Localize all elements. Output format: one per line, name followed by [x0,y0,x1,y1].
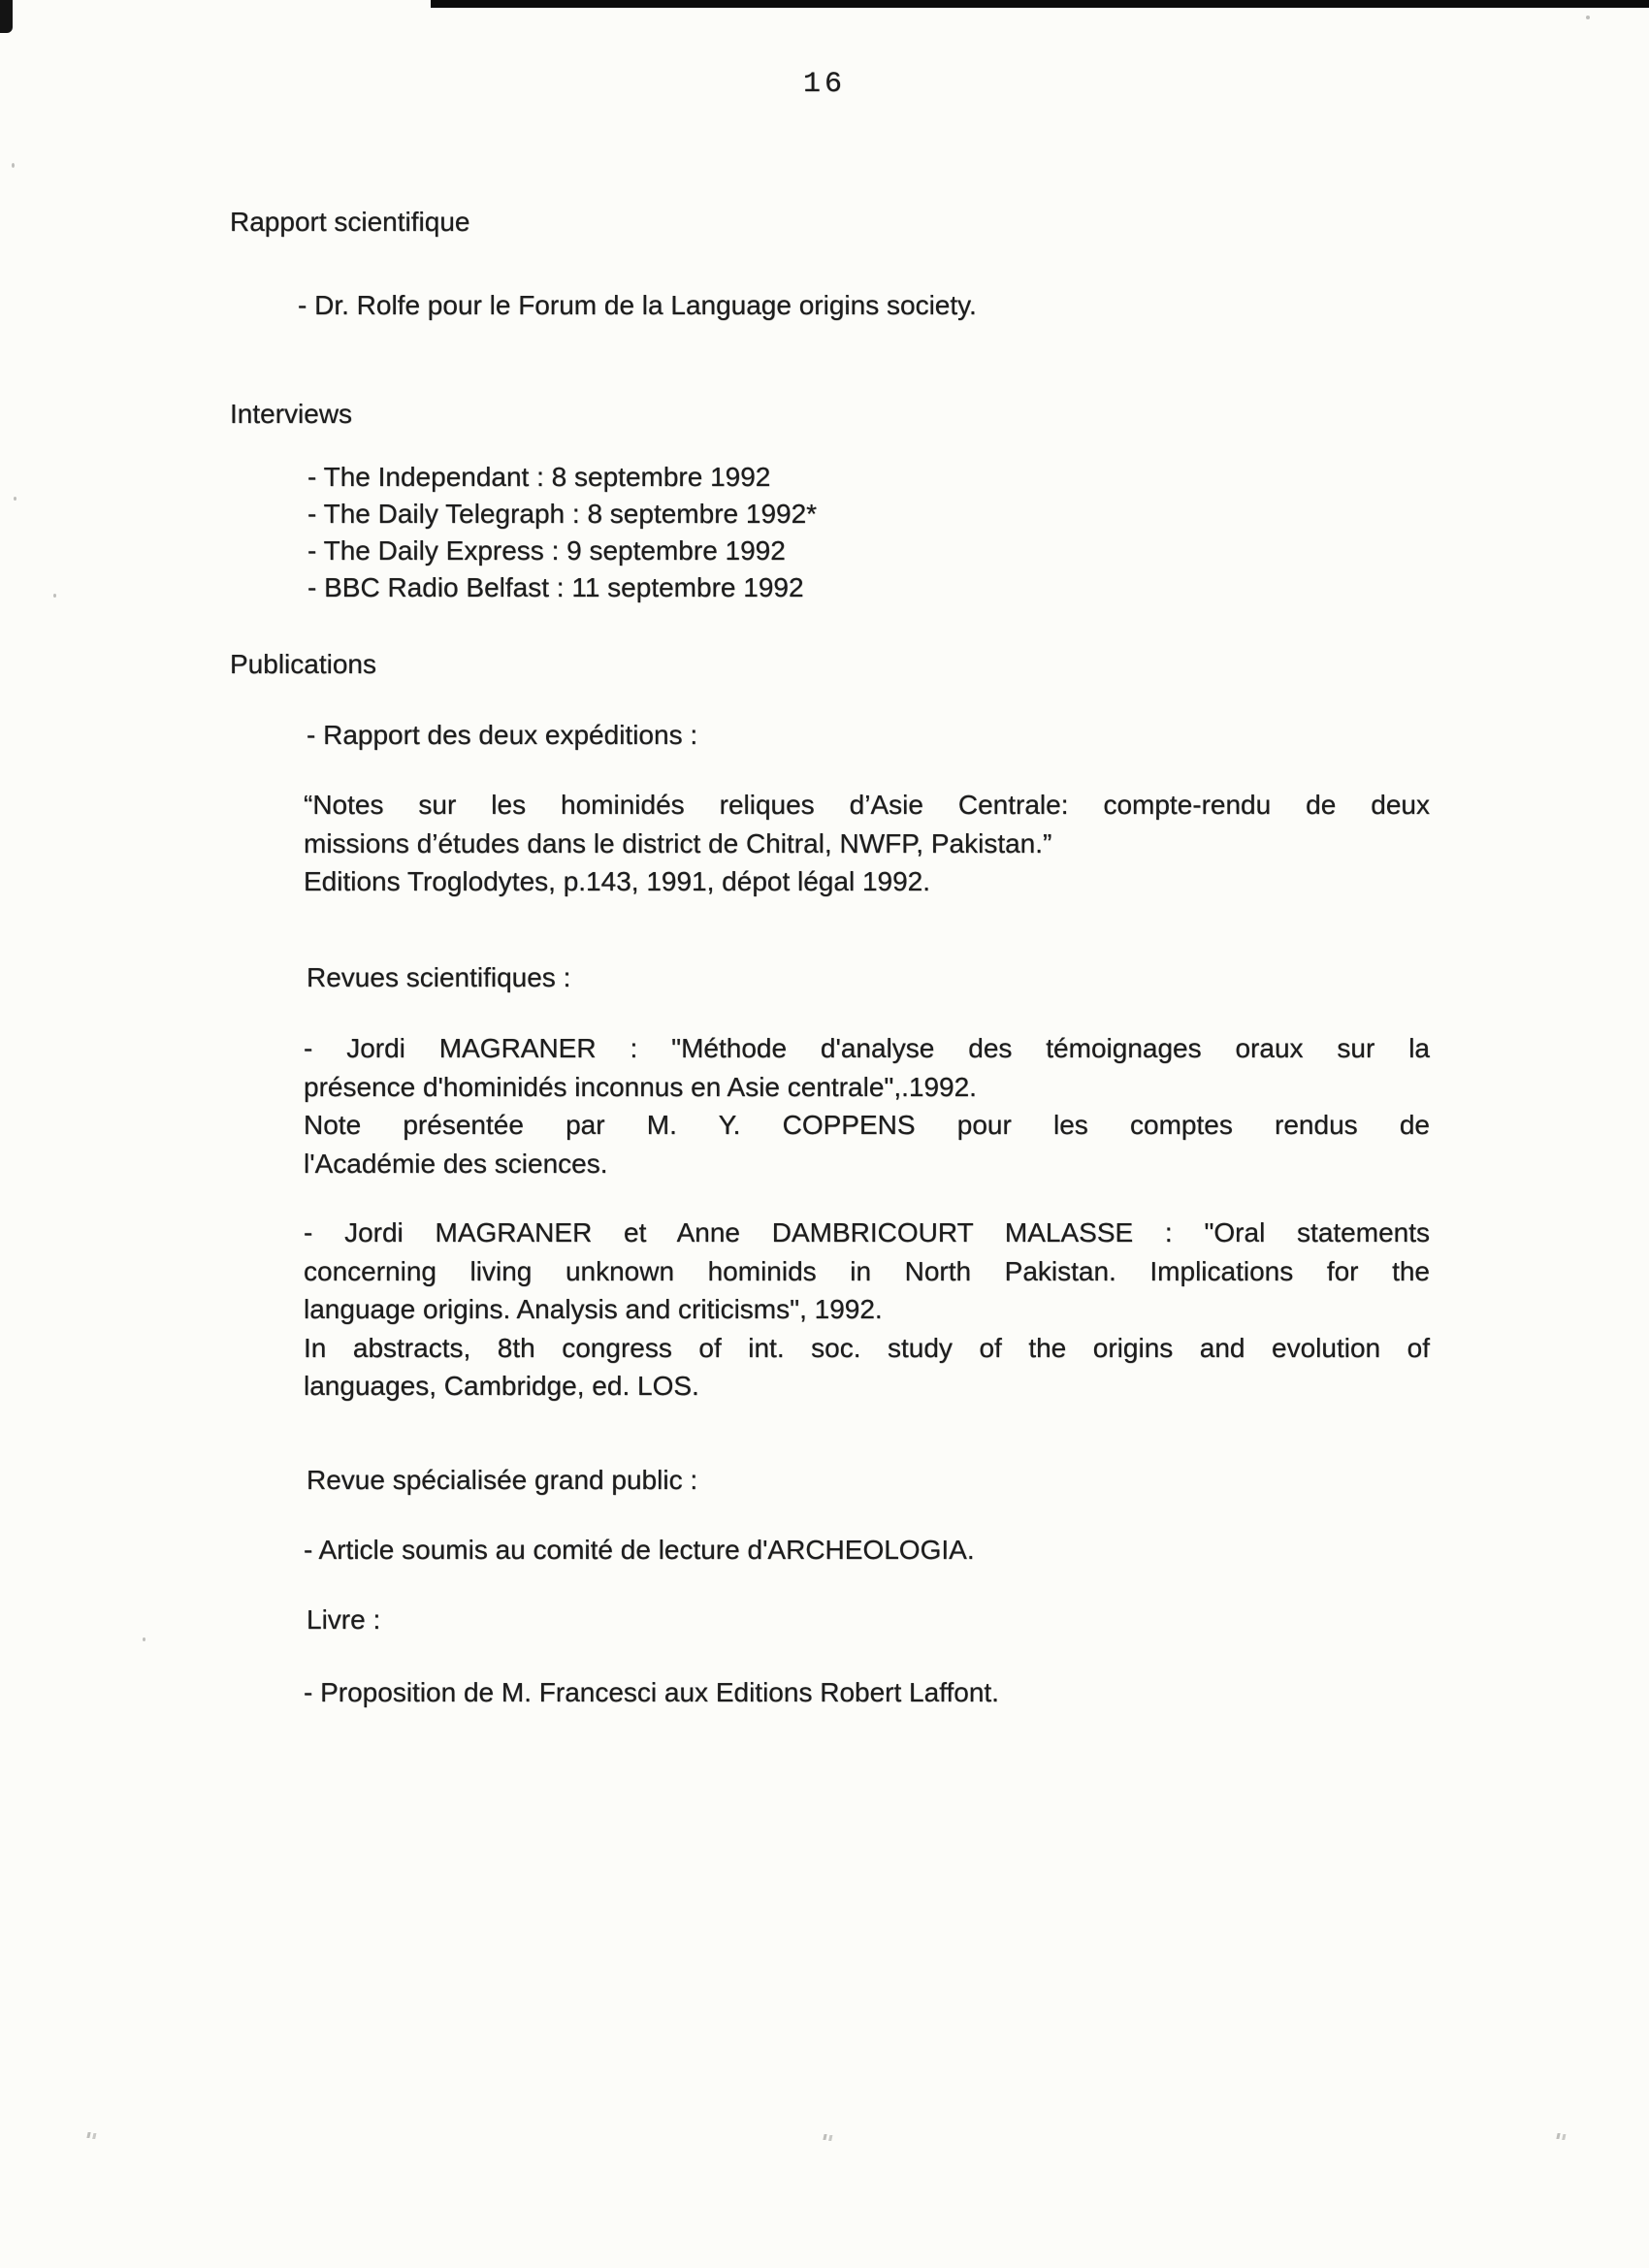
interviews-list [307,459,817,606]
publication-entry-livre: - Proposition de M. Francesci aux Editions Robert Laffont. [304,1677,999,1707]
publication-line: l'Académie des sciences. [304,1148,608,1179]
publication-subheading-revue-grand-public: Revue spécialisée grand public : [307,1465,698,1495]
interview-item: - The Independant : 8 septembre 1992 [307,462,771,492]
publication-entry-magraner-methode [304,1029,1430,1183]
publication-subheading-rapport-expeditions: - Rapport des deux expéditions : [307,720,698,750]
scan-speck [12,163,15,168]
scan-speck [1586,16,1590,19]
interview-item: - The Daily Express : 9 septembre 1992 [307,535,786,566]
publication-line: missions d’études dans le district de Chitral, NWFP, Pakistan.” [304,827,1052,859]
scan-speck [53,594,56,598]
publication-line: - Jordi MAGRANER et Anne DAMBRICOURT MALASSE : "Oral statements [304,1217,1430,1247]
publication-entry-magraner-dambricourt [304,1214,1430,1406]
publication-line: présence d'hominidés inconnus en Asie centrale",.1992. [304,1071,977,1102]
scan-tick-artifact [1556,2133,1560,2139]
interview-item: - The Daily Telegraph : 8 septembre 1992* [307,499,818,529]
publication-entry-archeologia: - Article soumis au comité de lecture d'ARCHEOLOGIA. [304,1535,975,1565]
publication-line: Editions Troglodytes, p.143, 1991, dépot légal 1992. [304,866,931,896]
scan-tick-artifact [823,2134,826,2140]
scan-speck [143,1637,146,1641]
publication-line: “Notes sur les hominidés reliques d’Asie Centrale: compte-rendu de deux [304,790,1430,820]
scan-speck [14,497,16,501]
scan-edge-bar [431,0,1649,8]
publication-subheading-revues-scientifiques: Revues scientifiques : [307,962,571,992]
interview-item: - BBC Radio Belfast : 11 septembre 1992 [307,572,804,602]
section-heading-publications: Publications [230,649,376,679]
section-heading-rapport-scientifique: Rapport scientifique [230,207,470,237]
publication-line: language origins. Analysis and criticisms", 1992. [304,1294,883,1324]
publication-line: languages, Cambridge, ed. LOS. [304,1371,699,1401]
page-number: 16 [802,68,846,101]
scan-corner-artifact [0,0,13,33]
publication-subheading-livre: Livre : [307,1604,381,1635]
publication-line: concerning living unknown hominids in North Pakistan. Implications for the [304,1255,1430,1286]
scan-tick-artifact [86,2132,90,2138]
rapport-entry: - Dr. Rolfe pour le Forum de la Language origins society. [298,290,977,320]
publication-line: In abstracts, 8th congress of int. soc. study of the origins and evolution of [304,1332,1430,1363]
publication-rapport-expeditions-paragraph [304,786,1430,901]
section-heading-interviews: Interviews [230,399,353,429]
publication-line: Note présentée par M. Y. COPPENS pour les comptes rendus de [304,1110,1430,1140]
publication-line: - Jordi MAGRANER : "Méthode d'analyse des témoignages oraux sur la [304,1033,1430,1063]
